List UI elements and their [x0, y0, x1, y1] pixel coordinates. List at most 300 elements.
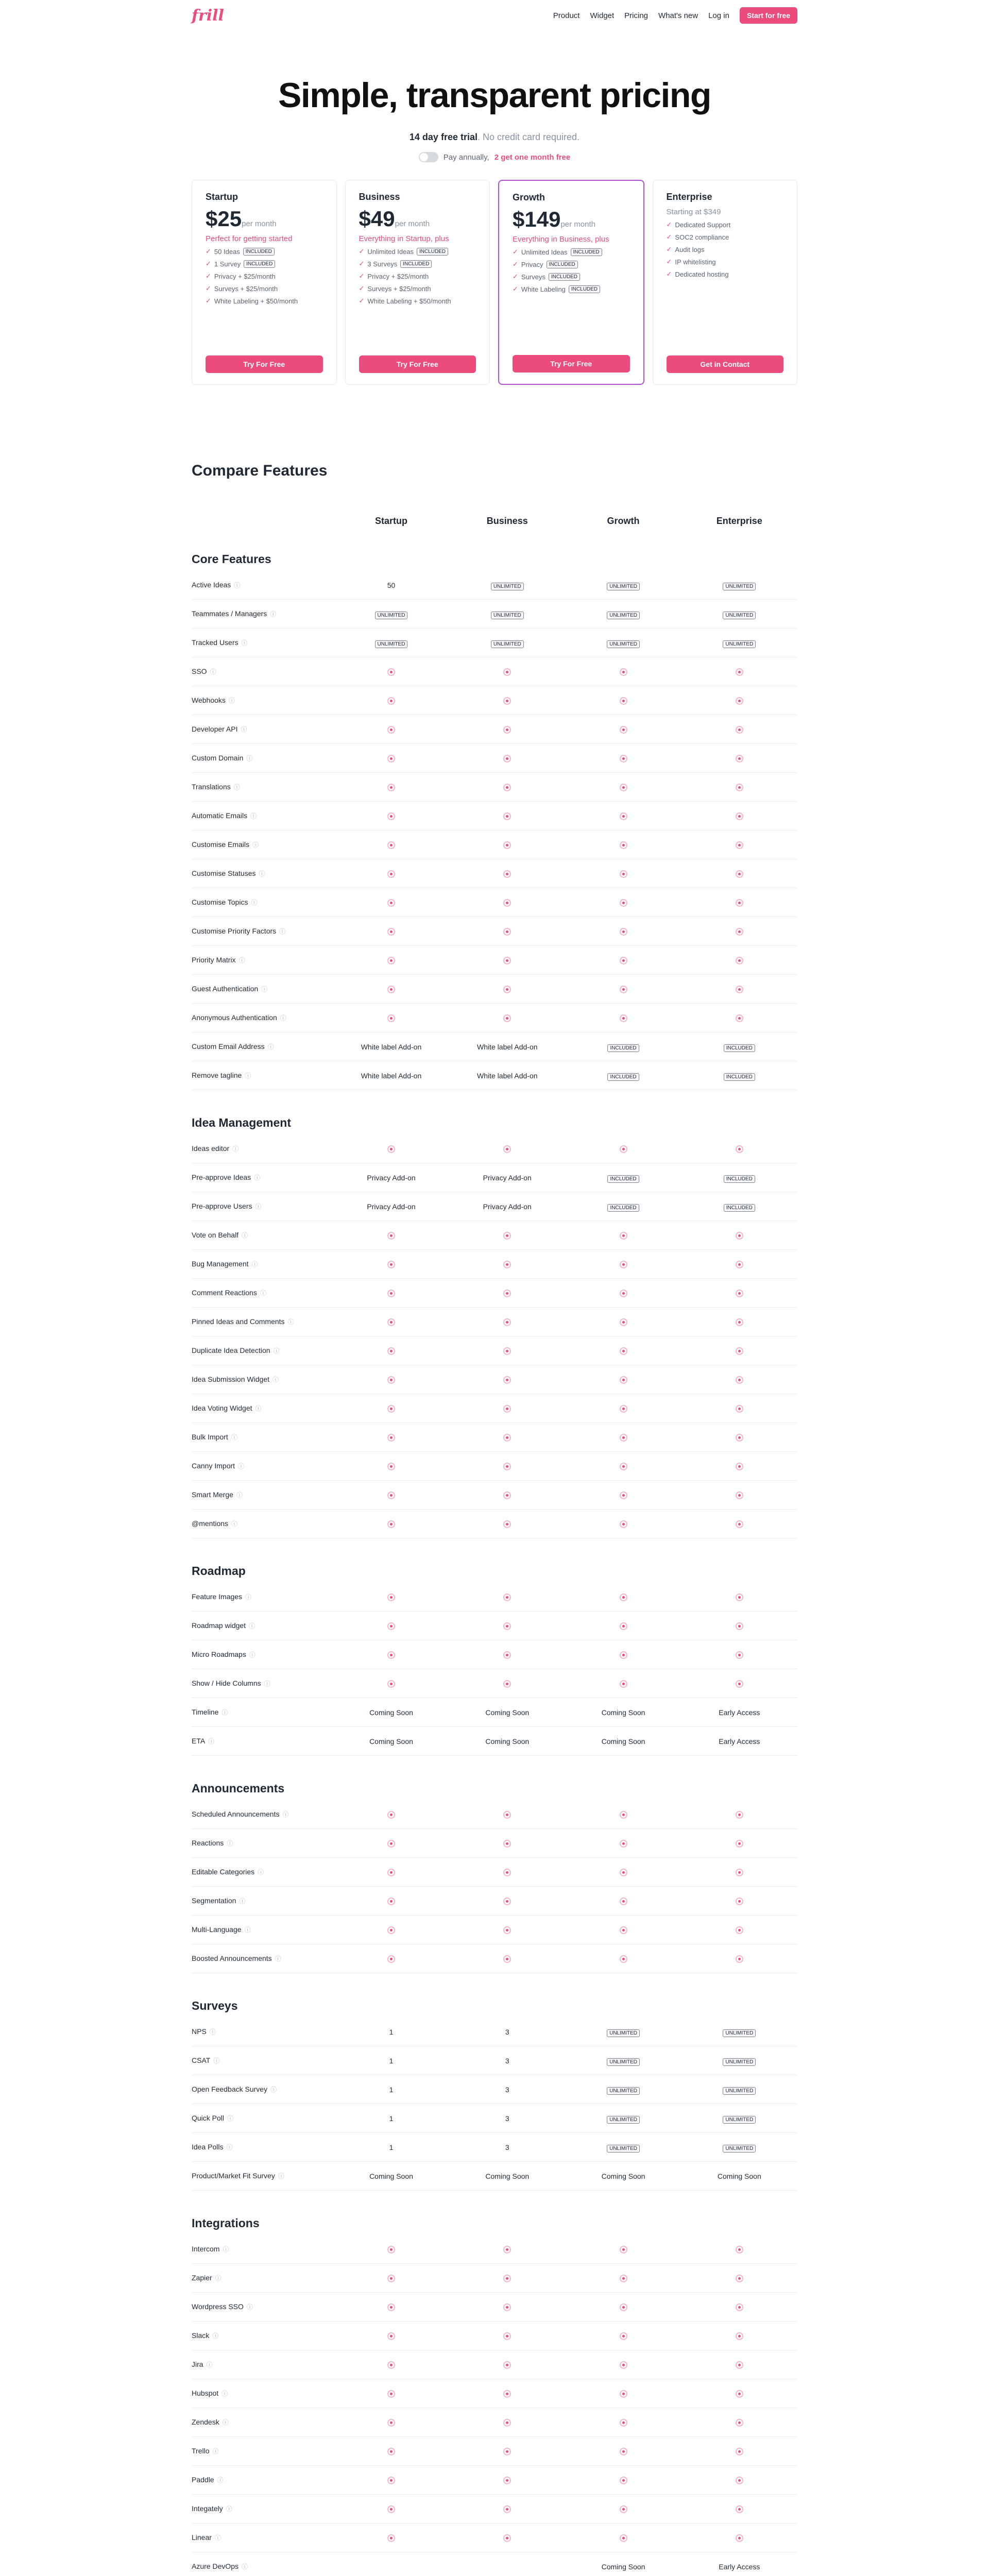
table-row	[192, 2133, 797, 2162]
table-cell	[449, 1839, 565, 1848]
status-badge: UNLIMITED	[723, 2029, 756, 2037]
help-icon[interactable]: ⓘ	[246, 2303, 253, 2311]
help-icon[interactable]: ⓘ	[251, 899, 258, 906]
help-icon[interactable]: ⓘ	[260, 1290, 266, 1297]
table-cell	[681, 2331, 797, 2340]
help-icon[interactable]: ⓘ	[209, 2028, 216, 2036]
check-dot-icon	[736, 2246, 743, 2253]
table-cell	[333, 2418, 449, 2427]
check-dot-icon	[503, 2246, 511, 2253]
table-cell	[565, 985, 681, 993]
check-dot-icon	[503, 2275, 511, 2282]
help-icon[interactable]: ⓘ	[249, 1651, 255, 1658]
help-icon[interactable]: ⓘ	[279, 928, 286, 935]
table-cell	[565, 1925, 681, 1934]
table-cell	[681, 927, 797, 936]
help-icon[interactable]: ⓘ	[241, 726, 247, 733]
feature-label: Bulk Import	[192, 1433, 228, 1441]
check-dot-icon	[503, 755, 511, 762]
help-icon[interactable]: ⓘ	[267, 1043, 274, 1050]
help-icon[interactable]: ⓘ	[261, 986, 268, 993]
check-dot-icon	[503, 1869, 511, 1876]
check-dot-icon	[620, 1680, 627, 1688]
price-value: $149	[513, 207, 561, 231]
table-cell	[333, 1896, 449, 1905]
table-cell	[681, 1043, 797, 1051]
help-icon[interactable]: ⓘ	[270, 611, 277, 618]
status-badge: UNLIMITED	[723, 2116, 756, 2124]
help-icon[interactable]: ⓘ	[239, 1897, 246, 1905]
cell-value: Privacy Add-on	[367, 1173, 416, 1182]
table-cell	[333, 639, 449, 647]
help-icon[interactable]: ⓘ	[278, 2173, 284, 2180]
table-cell	[333, 1519, 449, 1528]
feature-label: Jira	[192, 2360, 203, 2368]
help-icon[interactable]: ⓘ	[210, 668, 216, 675]
check-dot-icon	[736, 1318, 743, 1326]
table-cell	[333, 1462, 449, 1470]
table-cell	[681, 1490, 797, 1499]
check-dot-icon	[387, 870, 395, 878]
table-row	[192, 1858, 797, 1887]
feature-name	[192, 754, 333, 762]
check-dot-icon	[503, 1376, 511, 1384]
check-dot-icon	[503, 2505, 511, 2513]
cell-value: Early Access	[719, 1737, 760, 1745]
check-dot-icon	[387, 1622, 395, 1630]
check-dot-icon	[503, 957, 511, 964]
nav-widget[interactable]: Widget	[590, 11, 615, 20]
check-dot-icon	[620, 1622, 627, 1630]
feature-name	[192, 2274, 333, 2282]
check-dot-icon	[387, 1463, 395, 1470]
check-dot-icon	[736, 1594, 743, 1601]
feature-label: 3 Surveys	[367, 260, 398, 268]
table-cell	[333, 869, 449, 878]
check-dot-icon	[387, 1520, 395, 1528]
feature-name	[192, 1868, 333, 1876]
help-icon[interactable]: ⓘ	[252, 841, 259, 849]
help-icon[interactable]: ⓘ	[244, 1926, 251, 1934]
table-row	[192, 600, 797, 629]
help-icon[interactable]: ⓘ	[238, 1463, 245, 1470]
help-icon[interactable]: ⓘ	[275, 1955, 281, 1962]
check-dot-icon	[503, 1290, 511, 1297]
help-icon[interactable]: ⓘ	[222, 2419, 229, 2426]
table-cell	[565, 2418, 681, 2427]
table-cell	[333, 2172, 449, 2180]
feature-name	[192, 2114, 333, 2123]
table-row	[192, 2264, 797, 2293]
table-cell	[333, 1375, 449, 1384]
table-cell	[565, 869, 681, 878]
table-cell	[449, 1621, 565, 1630]
feature-name	[192, 1042, 333, 1051]
check-dot-icon	[620, 1405, 627, 1413]
table-cell	[565, 610, 681, 618]
nav-login[interactable]: Log in	[708, 11, 729, 20]
table-cell	[449, 1896, 565, 1905]
plan-cta-button[interactable]: Try For Free	[513, 355, 630, 372]
plan-feature	[206, 247, 323, 256]
table-cell	[333, 725, 449, 734]
table-cell	[565, 1174, 681, 1182]
feature-name	[192, 2476, 333, 2484]
check-dot-icon	[503, 784, 511, 791]
feature-label: Multi-Language	[192, 1925, 242, 1934]
table-cell	[449, 1043, 565, 1051]
check-dot-icon	[620, 755, 627, 762]
help-icon[interactable]: ⓘ	[242, 1232, 248, 1239]
check-dot-icon	[620, 1811, 627, 1819]
help-icon[interactable]: ⓘ	[255, 1405, 262, 1412]
check-dot-icon	[620, 2419, 627, 2427]
check-dot-icon	[503, 2448, 511, 2455]
check-dot-icon	[387, 2390, 395, 2398]
feature-label: 1 Survey	[214, 260, 241, 268]
nav-product[interactable]: Product	[553, 11, 580, 20]
cell-value: White label Add-on	[361, 1071, 422, 1080]
feature-name	[192, 1071, 333, 1080]
table-row	[192, 975, 797, 1004]
table-cell	[449, 1954, 565, 1963]
annual-toggle[interactable]	[419, 152, 438, 162]
help-icon[interactable]: ⓘ	[232, 1145, 239, 1153]
table-cell	[449, 1490, 565, 1499]
help-icon[interactable]: ⓘ	[242, 2563, 248, 2570]
table-cell	[449, 2172, 565, 2180]
check-dot-icon	[387, 726, 395, 734]
feature-label: Remove tagline	[192, 1071, 242, 1079]
table-cell	[565, 1650, 681, 1659]
check-dot-icon	[736, 1232, 743, 1240]
check-dot-icon	[736, 1651, 743, 1659]
feature-name	[192, 1954, 333, 1963]
section-title: Surveys	[192, 1999, 238, 2012]
table-cell	[681, 956, 797, 964]
table-cell	[333, 1868, 449, 1876]
feature-label: Unlimited Ideas	[521, 248, 568, 256]
feature-name	[192, 1810, 333, 1819]
table-cell	[681, 754, 797, 762]
help-icon[interactable]: ⓘ	[270, 2086, 277, 2093]
help-icon[interactable]: ⓘ	[206, 2361, 213, 2368]
table-row	[192, 1365, 797, 1394]
plan-tagline: Perfect for getting started	[206, 234, 293, 243]
help-icon[interactable]: ⓘ	[231, 1434, 237, 1441]
feature-label: Trello	[192, 2447, 210, 2455]
compare-title: Compare Features	[192, 462, 328, 479]
table-row	[192, 946, 797, 975]
cell-value: 3	[505, 2114, 509, 2123]
plan-feature	[667, 258, 784, 266]
check-dot-icon	[620, 957, 627, 964]
table-cell	[681, 1231, 797, 1240]
table-cell	[681, 725, 797, 734]
help-icon[interactable]: ⓘ	[259, 870, 265, 877]
help-icon[interactable]: ⓘ	[226, 2144, 233, 2151]
check-dot-icon	[387, 1376, 395, 1384]
table-cell	[681, 898, 797, 907]
table-cell	[565, 2389, 681, 2398]
table-cell	[449, 783, 565, 791]
help-icon[interactable]: ⓘ	[245, 1072, 251, 1079]
price-period: per month	[395, 219, 430, 228]
plan-cta-button[interactable]: Try For Free	[206, 355, 323, 373]
help-icon[interactable]: ⓘ	[227, 2115, 234, 2122]
check-dot-icon	[736, 1434, 743, 1442]
help-icon[interactable]: ⓘ	[251, 1261, 258, 1268]
help-icon[interactable]: ⓘ	[245, 1594, 252, 1601]
feature-label: Boosted Announcements	[192, 1954, 272, 1962]
table-cell	[565, 2172, 681, 2180]
frill-logo[interactable]: frill	[192, 6, 224, 25]
feature-name	[192, 1317, 333, 1326]
cell-value: Coming Soon	[369, 1737, 413, 1745]
table-cell	[681, 1925, 797, 1934]
table-cell	[333, 2274, 449, 2282]
cell-value: 1	[389, 2085, 394, 2094]
table-cell	[681, 2389, 797, 2398]
feature-label: Developer API	[192, 725, 238, 733]
table-cell	[333, 2360, 449, 2369]
nav-pricing[interactable]: Pricing	[624, 11, 649, 20]
plan-card-business	[345, 180, 490, 385]
check-dot-icon	[387, 1405, 395, 1413]
help-icon[interactable]: ⓘ	[212, 2332, 219, 2340]
help-icon[interactable]: ⓘ	[246, 755, 253, 762]
check-dot-icon	[387, 899, 395, 907]
table-row	[192, 657, 797, 686]
check-dot-icon	[503, 1651, 511, 1659]
table-row	[192, 888, 797, 917]
check-dot-icon	[620, 1955, 627, 1963]
cell-value: 3	[505, 2027, 509, 2036]
table-row	[192, 686, 797, 715]
plan-feature	[206, 272, 323, 280]
help-icon[interactable]: ⓘ	[227, 1840, 233, 1847]
cell-value: Privacy Add-on	[367, 1202, 416, 1211]
status-badge: UNLIMITED	[723, 2058, 756, 2066]
help-icon[interactable]: ⓘ	[272, 1376, 279, 1383]
plan-price	[513, 207, 630, 232]
table-cell	[681, 1317, 797, 1326]
table-cell	[681, 667, 797, 676]
help-icon[interactable]: ⓘ	[249, 1622, 255, 1630]
table-cell	[681, 2418, 797, 2427]
table-cell	[449, 2143, 565, 2151]
table-cell	[565, 1592, 681, 1601]
plan-feature	[359, 247, 476, 256]
table-cell	[681, 1346, 797, 1355]
plan-name: Enterprise	[666, 192, 712, 202]
check-dot-icon	[736, 2534, 743, 2542]
table-cell	[449, 956, 565, 964]
table-cell	[333, 1404, 449, 1413]
plan-cta-button[interactable]: Get in Contact	[667, 355, 784, 373]
help-icon[interactable]: ⓘ	[254, 1174, 261, 1181]
help-icon[interactable]: ⓘ	[221, 2390, 228, 2397]
table-cell	[333, 1737, 449, 1745]
table-cell	[333, 2447, 449, 2455]
plan-cta-button[interactable]: Try For Free	[359, 355, 476, 373]
table-cell	[333, 2331, 449, 2340]
cell-value: Privacy Add-on	[483, 1173, 532, 1182]
table-cell	[681, 1954, 797, 1963]
plan-feature	[206, 284, 323, 293]
feature-name	[192, 2172, 333, 2180]
help-icon[interactable]: ⓘ	[213, 2057, 220, 2064]
check-dot-icon	[503, 1145, 511, 1153]
table-cell	[681, 2086, 797, 2094]
plan-tagline: Everything in Startup, plus	[359, 234, 449, 243]
feature-label: ETA	[192, 1737, 206, 1745]
plan-cards	[192, 180, 797, 385]
feature-label: Linear	[192, 2533, 212, 2541]
feature-label: White Labeling + $50/month	[367, 297, 451, 305]
check-dot-icon	[620, 2390, 627, 2398]
cell-value: Coming Soon	[485, 1737, 530, 1745]
help-icon[interactable]: ⓘ	[234, 582, 241, 589]
table-cell	[681, 581, 797, 589]
help-icon[interactable]: ⓘ	[250, 812, 257, 820]
table-cell	[449, 1144, 565, 1153]
status-badge: UNLIMITED	[375, 640, 408, 648]
table-row	[192, 859, 797, 888]
status-badge: UNLIMITED	[723, 2145, 756, 2153]
help-icon[interactable]: ⓘ	[226, 2505, 232, 2513]
feature-name	[192, 783, 333, 791]
table-cell	[565, 1317, 681, 1326]
table-cell	[681, 1174, 797, 1182]
help-icon[interactable]: ⓘ	[221, 1709, 228, 1716]
nav-whats-new[interactable]: What's new	[658, 11, 698, 20]
table-cell	[681, 2172, 797, 2180]
table-cell	[449, 2274, 565, 2282]
included-badge: INCLUDED	[243, 248, 275, 256]
feature-label: SOC2 compliance	[675, 233, 729, 241]
table-cell	[449, 1375, 565, 1384]
table-cell	[449, 1868, 565, 1876]
help-icon[interactable]: ⓘ	[273, 1347, 280, 1354]
table-row	[192, 1061, 797, 1090]
help-icon[interactable]: ⓘ	[212, 2448, 219, 2455]
plan-card-startup	[192, 180, 337, 385]
feature-label: Slack	[192, 2331, 210, 2340]
feature-label: Show / Hide Columns	[192, 1679, 261, 1687]
table-cell	[449, 1519, 565, 1528]
help-icon[interactable]: ⓘ	[287, 1318, 294, 1326]
feature-name	[192, 1462, 333, 1470]
help-icon[interactable]: ⓘ	[241, 639, 248, 647]
table-cell	[333, 1013, 449, 1022]
table-cell	[333, 1650, 449, 1659]
table-cell	[565, 1621, 681, 1630]
table-cell	[565, 2360, 681, 2369]
check-dot-icon	[736, 957, 743, 964]
status-badge: INCLUDED	[607, 1204, 639, 1212]
price-value: $49	[359, 207, 395, 231]
table-cell	[333, 985, 449, 993]
status-badge: UNLIMITED	[723, 2087, 756, 2095]
table-cell	[681, 2476, 797, 2484]
feature-name	[192, 1839, 333, 1848]
feature-name	[192, 2533, 333, 2542]
check-dot-icon	[736, 1492, 743, 1499]
plan-price	[206, 207, 323, 231]
feature-label: IP whitelisting	[675, 258, 716, 266]
feature-label: Intercom	[192, 2245, 220, 2253]
table-cell	[681, 1289, 797, 1297]
page-title: Simple, transparent pricing	[278, 76, 711, 115]
table-cell	[681, 2447, 797, 2455]
check-dot-icon	[503, 1492, 511, 1499]
table-cell	[681, 2302, 797, 2311]
start-free-button[interactable]: Start for free	[740, 7, 797, 24]
help-icon[interactable]: ⓘ	[214, 2534, 221, 2541]
table-cell	[565, 927, 681, 936]
help-icon[interactable]: ⓘ	[264, 1680, 270, 1687]
table-cell	[449, 2331, 565, 2340]
feature-label: Paddle	[192, 2476, 214, 2484]
table-cell	[449, 1810, 565, 1819]
status-badge: UNLIMITED	[723, 583, 756, 590]
help-icon[interactable]: ⓘ	[223, 2246, 229, 2253]
help-icon[interactable]: ⓘ	[280, 1014, 286, 1022]
help-icon[interactable]: ⓘ	[208, 1738, 215, 1745]
check-dot-icon	[503, 2361, 511, 2369]
check-dot-icon	[736, 697, 743, 705]
feature-label: Customise Emails	[192, 840, 250, 849]
feature-name	[192, 1708, 333, 1717]
cell-value: Coming Soon	[601, 2172, 645, 2180]
feature-label: Feature Images	[192, 1592, 243, 1601]
check-dot-icon	[736, 2332, 743, 2340]
feature-name	[192, 1679, 333, 1688]
table-cell	[449, 1737, 565, 1745]
help-icon[interactable]: ⓘ	[282, 1811, 289, 1818]
table-cell	[565, 1043, 681, 1051]
help-icon[interactable]: ⓘ	[258, 1869, 264, 1876]
check-dot-icon	[503, 2390, 511, 2398]
table-cell	[681, 1013, 797, 1022]
check-icon: ✓	[206, 260, 211, 267]
help-icon[interactable]: ⓘ	[231, 1520, 238, 1528]
help-icon[interactable]: ⓘ	[236, 1492, 243, 1499]
feature-name	[192, 609, 333, 618]
nav-links	[553, 7, 797, 24]
help-icon[interactable]: ⓘ	[228, 697, 235, 704]
help-icon[interactable]: ⓘ	[233, 784, 240, 791]
table-cell	[565, 2086, 681, 2094]
table-cell	[333, 2533, 449, 2542]
help-icon[interactable]: ⓘ	[215, 2275, 221, 2282]
help-icon[interactable]: ⓘ	[217, 2477, 224, 2484]
feature-label: Priority Matrix	[192, 956, 236, 964]
help-icon[interactable]: ⓘ	[255, 1203, 262, 1210]
check-dot-icon	[620, 812, 627, 820]
table-row	[192, 629, 797, 657]
table-cell	[449, 1072, 565, 1080]
check-dot-icon	[387, 1594, 395, 1601]
help-icon[interactable]: ⓘ	[238, 957, 245, 964]
check-icon: ✓	[206, 272, 211, 280]
check-dot-icon	[620, 986, 627, 993]
cell-value: 3	[505, 2056, 509, 2065]
check-dot-icon	[736, 1290, 743, 1297]
check-dot-icon	[736, 1261, 743, 1268]
table-cell	[449, 1174, 565, 1182]
